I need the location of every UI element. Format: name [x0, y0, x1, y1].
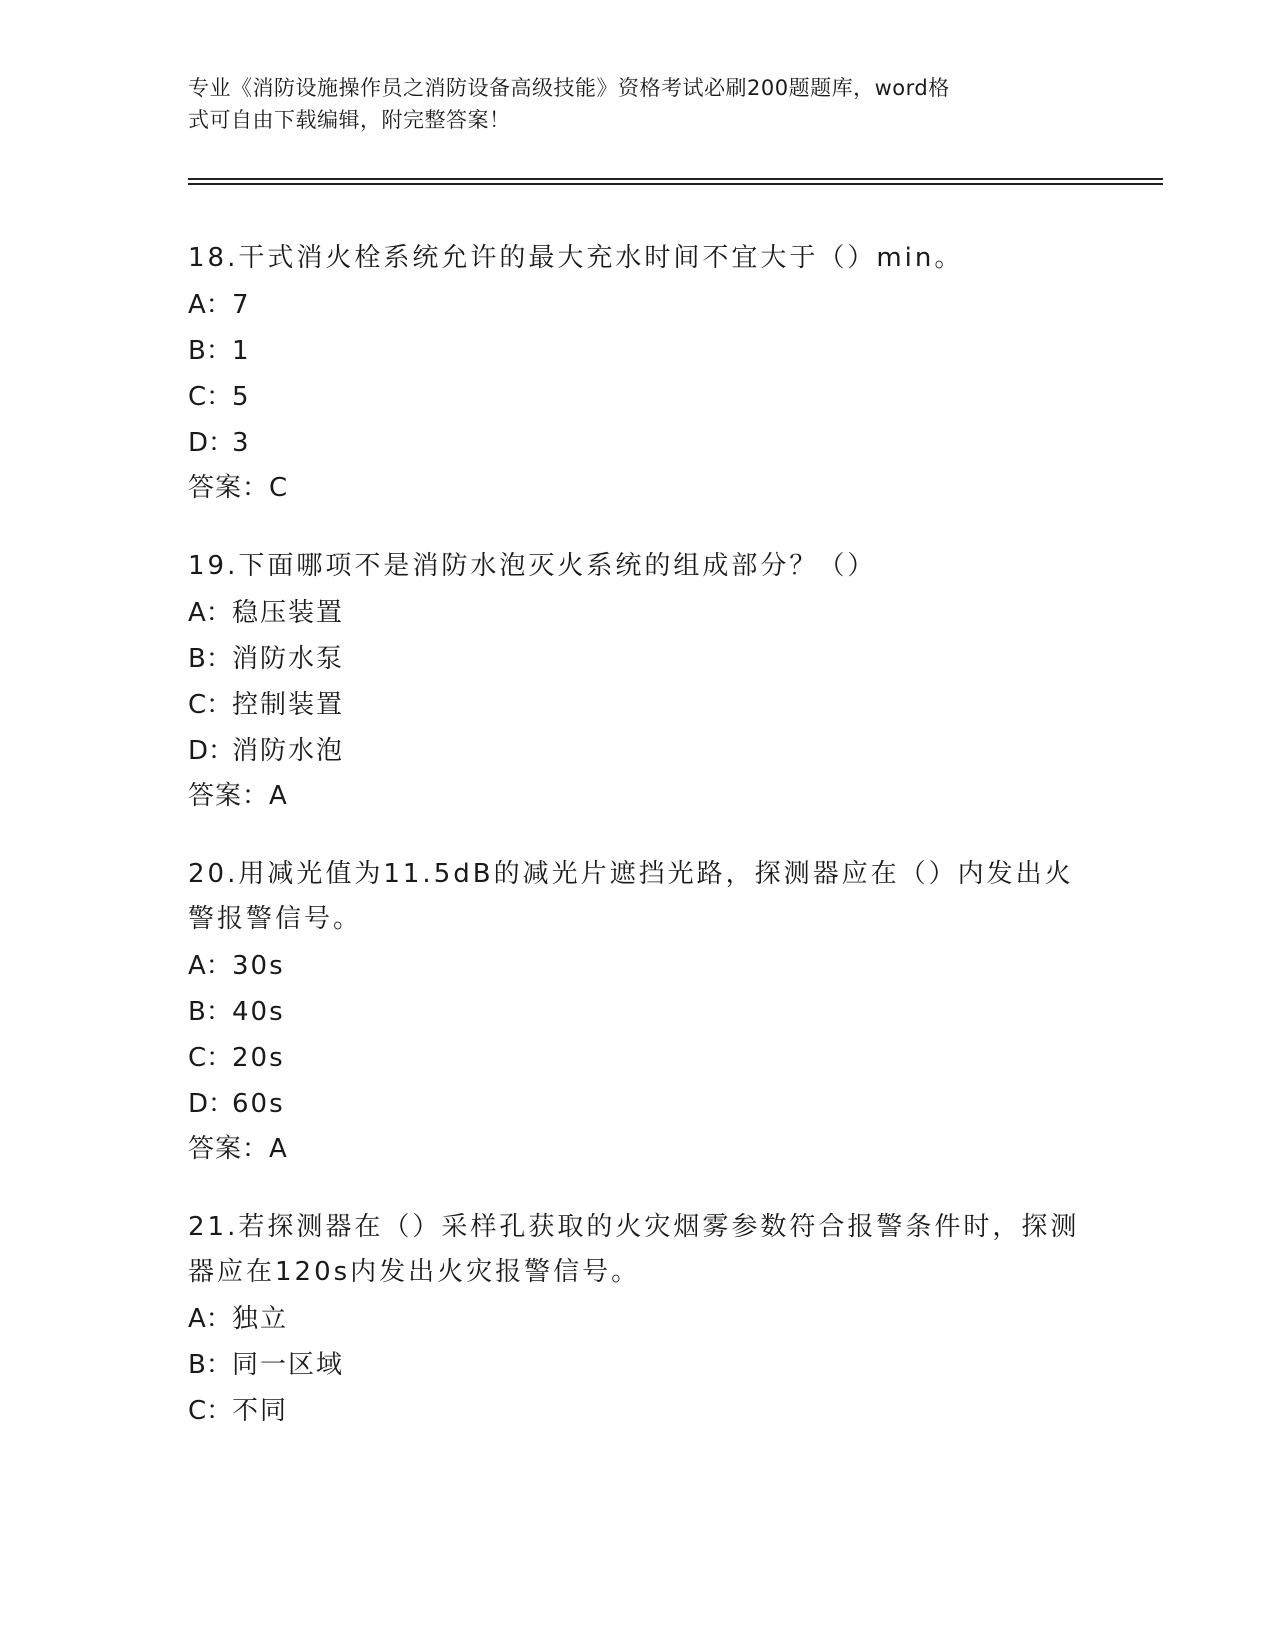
option-text: 稳压装置 — [232, 598, 345, 628]
option-a — [188, 282, 1088, 328]
option-text: 1 — [232, 336, 251, 366]
option-text: 40s — [232, 997, 285, 1027]
question-20 — [188, 852, 1088, 1171]
answer-line: 答案：A — [188, 1134, 288, 1164]
option-key: B： — [188, 336, 232, 366]
question-19 — [188, 544, 1088, 818]
option-b — [188, 989, 1088, 1035]
option-text: 控制装置 — [232, 690, 345, 720]
option-b — [188, 636, 1088, 682]
option-a — [188, 1296, 1088, 1342]
option-key: B： — [188, 997, 232, 1027]
option-key: B： — [188, 644, 232, 674]
option-text: 60s — [232, 1089, 285, 1119]
option-c — [188, 1035, 1088, 1081]
option-key: C： — [188, 382, 233, 412]
option-d — [188, 420, 1088, 466]
option-c — [188, 1388, 1088, 1434]
option-key: A： — [188, 951, 232, 981]
option-a — [188, 590, 1088, 636]
option-key: C： — [188, 1396, 233, 1426]
option-key: A： — [188, 290, 232, 320]
option-b — [188, 1342, 1088, 1388]
option-text: 同一区域 — [232, 1350, 345, 1380]
question-list — [188, 236, 1088, 1468]
option-key: D： — [188, 736, 235, 766]
question-21 — [188, 1205, 1088, 1434]
question-stem: 20.用减光值为11.5dB的减光片遮挡光路，探测器应在（）内发出火警报警信号。 — [188, 859, 1074, 934]
question-stem: 21.若探测器在（）采样孔获取的火灾烟雾参数符合报警条件时，探测器应在120s内发出火灾报警信号。 — [188, 1212, 1080, 1287]
option-key: B： — [188, 1350, 232, 1380]
question-stem: 19.下面哪项不是消防水泡灭火系统的组成部分？（） — [188, 551, 877, 581]
option-key: C： — [188, 690, 233, 720]
option-d — [188, 1081, 1088, 1127]
answer-line: 答案：C — [188, 473, 289, 503]
document-header: 专业《消防设施操作员之消防设备高级技能》资格考试必刷200题题库，word格 式可自由下载编辑，附完整答案！ — [188, 76, 950, 132]
option-key: C： — [188, 1043, 233, 1073]
option-text: 独立 — [232, 1304, 289, 1334]
option-text: 消防水泵 — [232, 644, 345, 674]
option-d — [188, 728, 1088, 774]
option-b — [188, 328, 1088, 374]
option-text: 7 — [232, 290, 251, 320]
option-key: A： — [188, 1304, 232, 1334]
option-text: 20s — [232, 1043, 285, 1073]
option-c — [188, 374, 1088, 420]
option-text: 30s — [232, 951, 285, 981]
option-text: 3 — [232, 428, 251, 458]
header-divider — [188, 178, 1163, 185]
option-key: D： — [188, 428, 235, 458]
option-key: D： — [188, 1089, 235, 1119]
option-a — [188, 943, 1088, 989]
question-stem: 18.干式消火栓系统允许的最大充水时间不宜大于（）min。 — [188, 243, 964, 273]
option-key: A： — [188, 598, 232, 628]
answer-line: 答案：A — [188, 781, 288, 811]
option-text: 5 — [232, 382, 251, 412]
option-text: 不同 — [232, 1396, 289, 1426]
option-text: 消防水泡 — [232, 736, 345, 766]
question-18 — [188, 236, 1088, 510]
option-c — [188, 682, 1088, 728]
